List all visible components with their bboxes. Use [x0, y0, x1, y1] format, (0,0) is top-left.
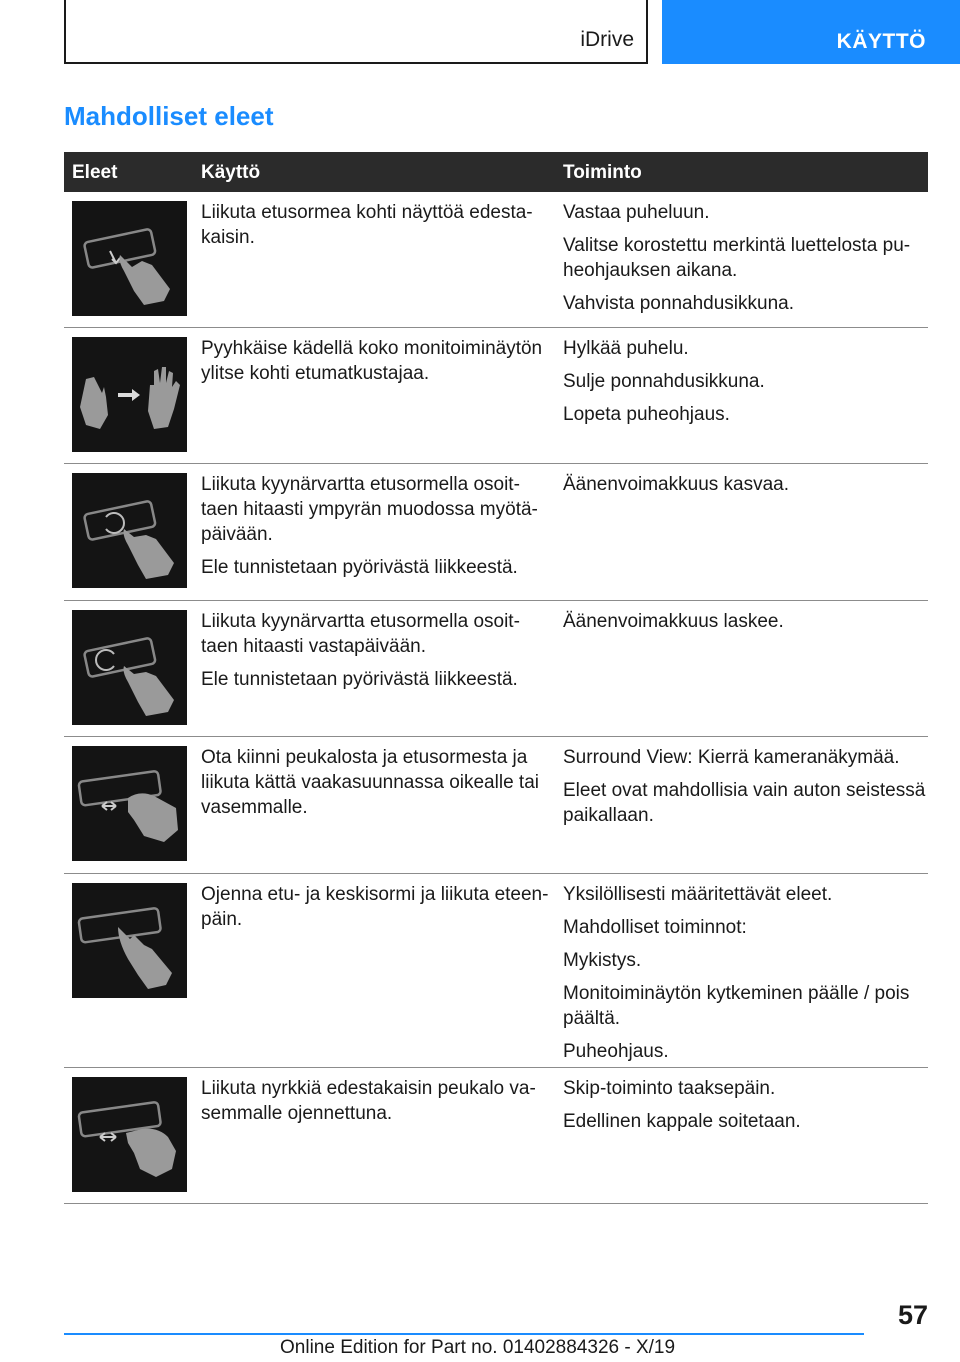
function-cell: Vastaa puheluun. Valitse korostettu merkintä luettelosta pu-heohjauksen aikana. Vahvista ponnahdusikkuna.	[563, 202, 911, 314]
function-cell: Äänenvoimakkuus laskee.	[563, 611, 784, 632]
gesture-fist-thumb-icon	[72, 1077, 187, 1192]
table-row	[64, 328, 928, 464]
function-cell: Hylkää puhelu. Sulje ponnahdusikkuna. Lopeta puheohjaus.	[563, 338, 765, 425]
usage-cell: Pyyhkäise kädellä koko monitoiminäytön ylitse kohti etumatkustajaa.	[201, 338, 543, 384]
table-row	[64, 192, 928, 328]
table-row	[64, 601, 928, 737]
header-gestures: Eleet	[72, 162, 118, 183]
gesture-table	[64, 152, 928, 1204]
usage-cell: Liikuta kyynärvartta etusormella osoit-taen hitaasti vastapäivään. Ele tunnistetaan pyörivästä liikkeestä.	[201, 611, 520, 690]
page-title: Mahdolliset eleet	[64, 101, 274, 131]
table-row	[64, 464, 928, 601]
gesture-rotate-clockwise-icon	[72, 473, 187, 588]
usage-cell: Liikuta etusormea kohti näyttöä edesta-kaisin.	[201, 202, 533, 248]
header-section-box	[64, 0, 648, 64]
header-section-label: iDrive	[580, 28, 634, 51]
footer-divider	[64, 1333, 864, 1335]
function-cell: Skip-toiminto taaksepäin. Edellinen kappale soitetaan.	[563, 1078, 801, 1132]
gesture-swipe-hand-icon	[72, 337, 187, 452]
page-number: 57	[897, 1300, 928, 1330]
header-chapter-tab	[662, 0, 960, 64]
usage-cell: Ojenna etu- ja keskisormi ja liikuta eteen-päin.	[201, 884, 549, 930]
table-row	[64, 874, 928, 1068]
function-cell: Yksilöllisesti määritettävät eleet. Mahdolliset toiminnot: Mykistys. Monitoiminäytön kytkeminen päälle / pois päältä. Puheohjaus.	[563, 884, 910, 1062]
gesture-rotate-counterclockwise-icon	[72, 610, 187, 725]
function-cell: Äänenvoimakkuus kasvaa.	[563, 474, 790, 495]
gesture-two-finger-point-icon	[72, 883, 187, 998]
table-header	[64, 152, 928, 192]
usage-cell: Ota kiinni peukalosta ja etusormesta ja liikuta kättä vaakasuunnassa oikealle tai vasemmalle.	[201, 747, 539, 818]
usage-cell: Liikuta nyrkkiä edestakaisin peukalo va-semmalle ojennettuna.	[201, 1078, 536, 1124]
header-chapter-label: KÄYTTÖ	[836, 30, 926, 53]
footer-edition-text: Online Edition for Part no. 01402884326 - X/19	[280, 1337, 676, 1358]
header-usage: Käyttö	[201, 162, 261, 183]
usage-cell: Liikuta kyynärvartta etusormella osoit-taen hitaasti ympyrän muodossa myötä-päivään. Ele tunnistetaan pyörivästä liikkeestä.	[201, 474, 538, 578]
table-row	[64, 737, 928, 874]
gesture-pinch-move-icon	[72, 746, 187, 861]
table-row	[64, 1068, 928, 1204]
header-function: Toiminto	[563, 162, 642, 183]
gesture-point-forward-icon	[72, 201, 187, 316]
function-cell: Surround View: Kierrä kameranäkymää. Eleet ovat mahdollisia vain auton seistessä paikallaan.	[563, 747, 926, 826]
